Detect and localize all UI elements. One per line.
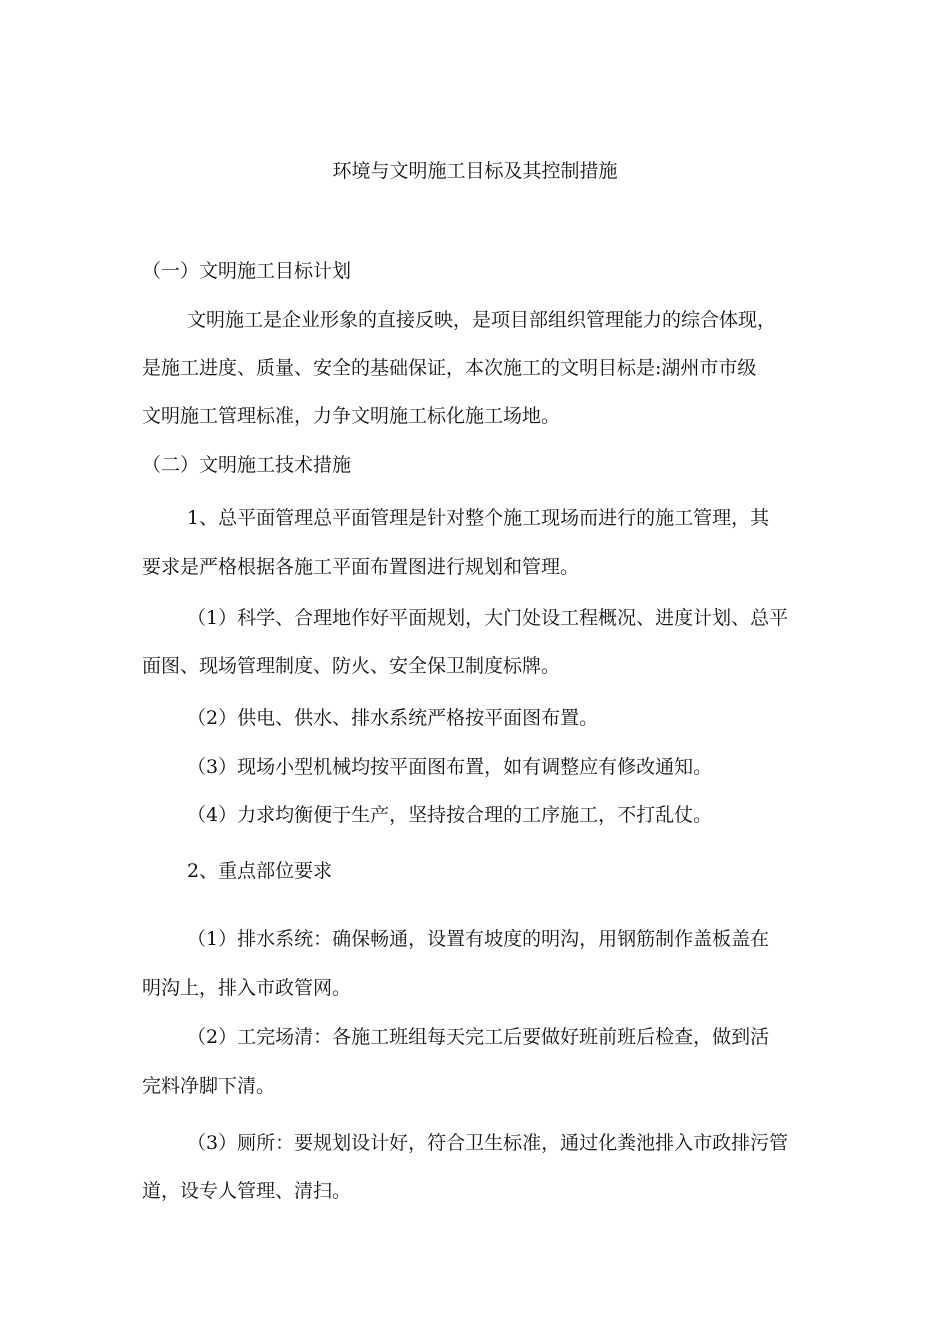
paragraph-line: 是施工进度、质量、安全的基础保证，本次施工的文明目标是:湖州市市级 <box>142 357 757 379</box>
paragraph-line: （3）现场小型机械均按平面图布置，如有调整应有修改通知。 <box>187 756 713 778</box>
paragraph-line: 面图、现场管理制度、防火、安全保卫制度标牌。 <box>142 655 561 677</box>
document-title: 环境与文明施工目标及其控制措施 <box>332 160 618 182</box>
paragraph-line: 完料净脚下清。 <box>142 1075 276 1097</box>
paragraph-line: 文明施工管理标准，力争文明施工标化施工场地。 <box>142 405 561 427</box>
paragraph-line: （2）工完场清：各施工班组每天完工后要做好班前班后检查，做到活 <box>187 1026 770 1048</box>
paragraph-line: （1）排水系统：确保畅通，设置有坡度的明沟，用钢筋制作盖板盖在 <box>187 928 770 950</box>
paragraph-line: （3）厕所：要规划设计好，符合卫生标准，通过化粪池排入市政排污管 <box>187 1132 789 1154</box>
paragraph-line: （1）科学、合理地作好平面规划，大门处设工程概况、进度计划、总平 <box>187 607 789 629</box>
paragraph-line: （2）供电、供水、排水系统严格按平面图布置。 <box>187 707 599 729</box>
paragraph-line: 道，设专人管理、清扫。 <box>142 1180 352 1202</box>
subsection-heading: 2、重点部位要求 <box>187 860 333 882</box>
section-heading-1: （一）文明施工目标计划 <box>142 260 352 282</box>
paragraph-line: 1、总平面管理总平面管理是针对整个施工现场而进行的施工管理，其 <box>187 507 770 529</box>
paragraph-line: 文明施工是企业形象的直接反映，是项目部组织管理能力的综合体现， <box>187 309 777 331</box>
section-heading-2: （二）文明施工技术措施 <box>142 454 352 476</box>
paragraph-line: 要求是严格根据各施工平面布置图进行规划和管理。 <box>142 556 580 578</box>
paragraph-line: 明沟上，排入市政管网。 <box>142 977 352 999</box>
paragraph-line: （4）力求均衡便于生产，坚持按合理的工序施工，不打乱仗。 <box>187 804 713 826</box>
